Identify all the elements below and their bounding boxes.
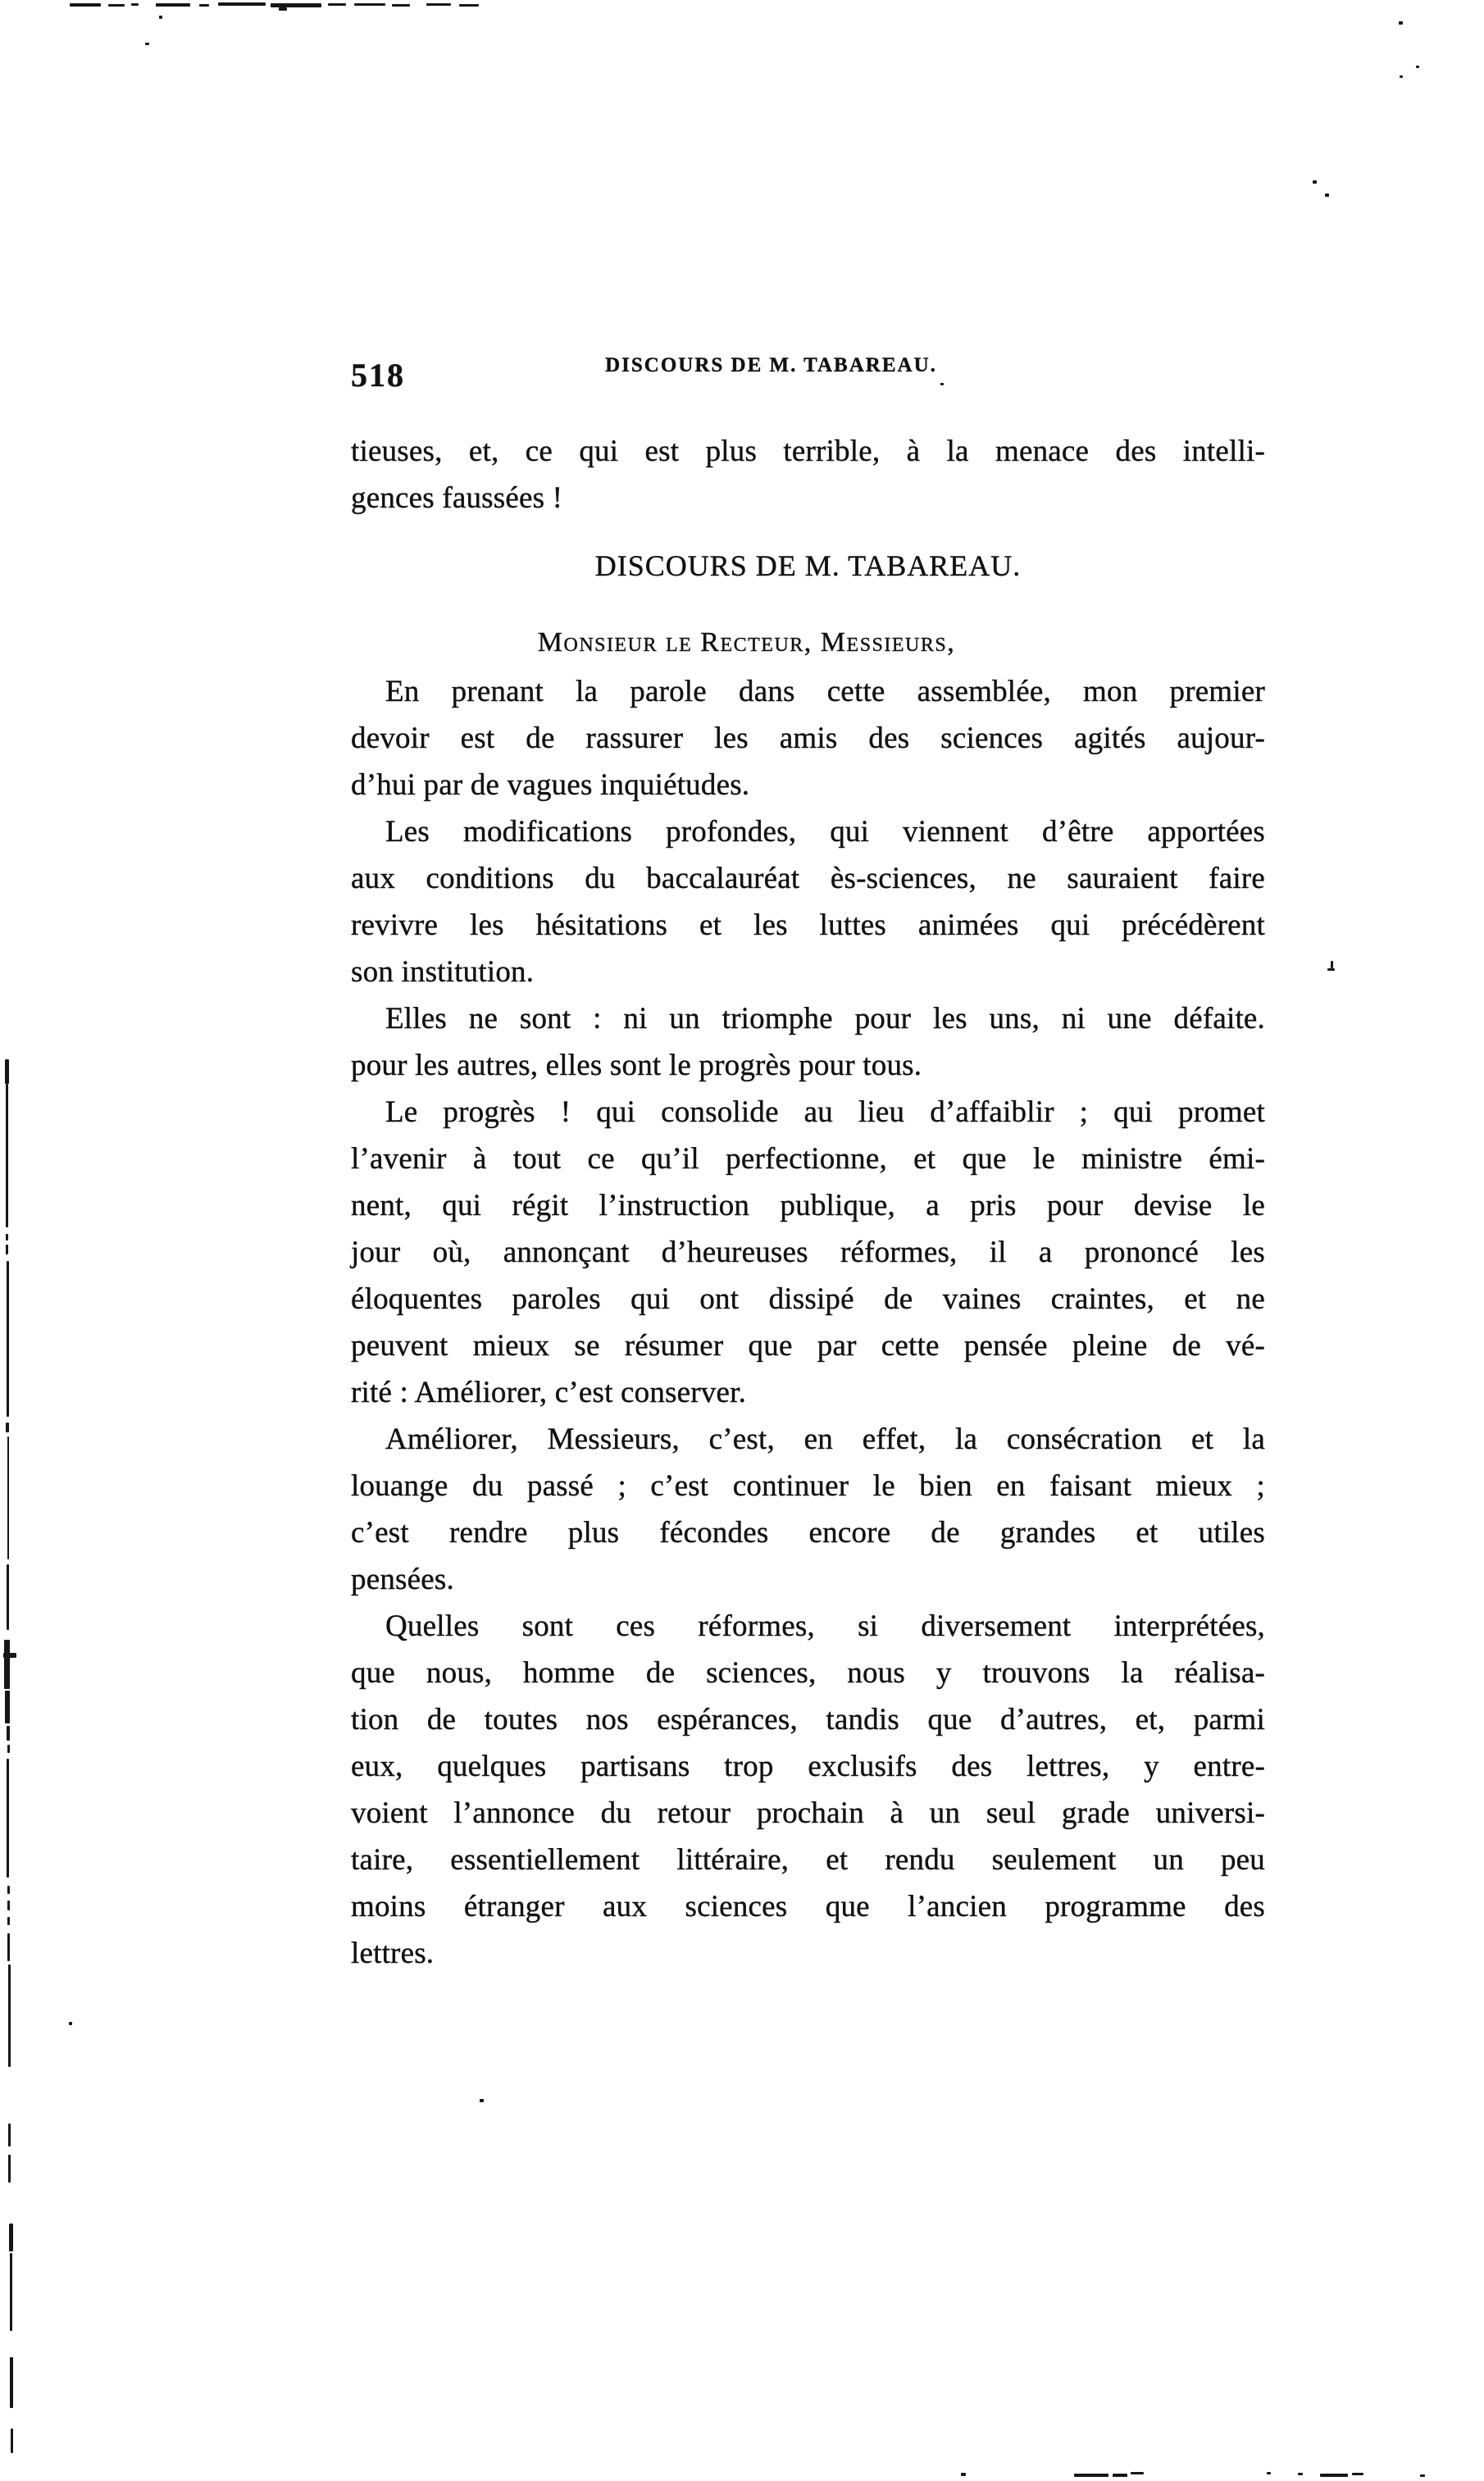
text-line: son institution. [351,955,535,989]
text-line: revivre les hésitations et les luttes animées qui précédèrent [351,908,1265,942]
text-line: d’hui par de vagues inquiétudes. [351,768,750,802]
text-line: moins étranger aux sciences que l’ancien programme des [351,1890,1265,1923]
text-line: taire, essentiellement littéraire, et rendu seulement un peu [351,1843,1265,1877]
text-line: aux conditions du baccalauréat ès-sciences, ne sauraient faire [351,862,1265,895]
text-line: que nous, homme de sciences, nous y trouvons la réalisa- [351,1656,1265,1690]
text-line: En prenant la parole dans cette assemblée, mon premier [385,675,1265,708]
text-line: nent, qui régit l’instruction publique, a pris pour devise le [351,1189,1265,1222]
paragraph [351,1603,1265,1977]
paragraph [351,1089,1265,1416]
text-line: pour les autres, elles sont le progrès pour tous. [351,1049,922,1082]
text-line: jour où, annonçant d’heureuses réformes, il a prononcé les [351,1236,1265,1269]
section-heading: DISCOURS DE M. TABAREAU. [594,549,1022,582]
text-line: Quelles sont ces réformes, si diversement interprétées, [385,1609,1265,1643]
page-header [351,354,1265,403]
text-line: c’est rendre plus fécondes encore de grandes et utiles [351,1516,1265,1550]
text-line: Elles ne sont : ni un triomphe pour les uns, ni une défaite. [385,1002,1265,1036]
text-line: Les modifications profondes, qui viennent d’être apportées [385,815,1265,849]
text-line: rité : Améliorer, c’est conserver. [351,1376,747,1409]
text-line: lettres. [351,1937,435,1970]
text-line: devoir est de rassurer les amis des sciences agités aujour- [351,722,1265,755]
text-line: pensées. [351,1563,454,1596]
text-line: voient l’annonce du retour prochain à un seul grade universi- [351,1796,1265,1830]
text-column [351,428,1265,1977]
text-line: Améliorer, Messieurs, c’est, en effet, la consécration et la [385,1423,1265,1456]
page-number: 518 [351,357,405,394]
text-line: éloquentes paroles qui ont dissipé de vaines craintes, et ne [351,1282,1265,1316]
paragraph [351,668,1265,808]
text-line: louange du passé ; c’est continuer le bien en faisant mieux ; [351,1469,1265,1503]
paragraph [351,808,1265,995]
text-line: peuvent mieux se résumer que par cette pensée pleine de vé- [351,1329,1265,1363]
salutation-line: Monsieur le Recteur, Messieurs, [537,627,956,658]
paragraph-continuation [351,428,1265,521]
text-line: gences faussées ! [351,481,563,515]
text-line: Le progrès ! qui consolide au lieu d’affaiblir ; qui promet [385,1095,1265,1129]
paragraph [351,995,1265,1089]
text-line: tion de toutes nos espérances, tandis que d’autres, et, parmi [351,1703,1265,1737]
text-line: eux, quelques partisans trop exclusifs des lettres, y entre- [351,1750,1265,1783]
running-title: DISCOURS DE M. TABAREAU. [605,354,937,376]
text-line: l’avenir à tout ce qu’il perfectionne, et que le ministre émi- [351,1142,1265,1176]
text-line: tieuses, et, ce qui est plus terrible, à la menace des intelli- [351,435,1265,468]
paragraph [351,1416,1265,1603]
